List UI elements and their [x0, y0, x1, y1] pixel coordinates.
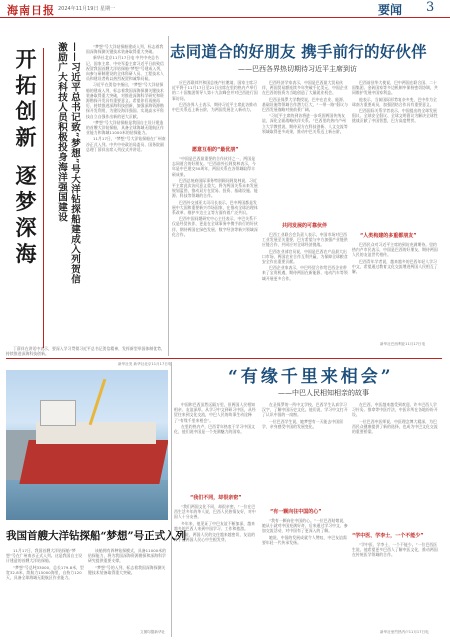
story1-text-col1: “中国是巴西最重要的合作伙伴之一，两国是志同道合的好朋友。”巴西前外长阿莫林表示，今年是中巴建交50周年，两国关系在各领域取得丰硕成果。 巴西总统府国际事务特别顾问阿莫林说，习近平主席此次访问意义重大，将为两国关系未来发展规划蓝图，推动双方在贸易、投资、基础设施、能源、科技等领域的合作。 巴西外交部亚太司司长表示，巴中两国都是发展中大国和重要新兴市场国家，在推动全球治理体系改革、维护多边主义等方面有着广泛共识。 巴西中国问题研究中心主任表示，中巴关系不仅是经贸伙伴，更是在全球事务中携手前行的好伙伴，期待两国在绿色发展、数字经济等新兴领域深化合作。: [172, 156, 258, 237]
column-divider: [168, 36, 169, 356]
story1-section-head-1: 愿意互相的“最优朋”: [192, 147, 239, 153]
column-divider-2: [171, 362, 172, 637]
lead-closing-text: 丁薛祥在讲话中表示，要深入学习贯彻习近平总书记贺信精神，发挥新型举国体制优势，持续推进深海科技创新。: [6, 346, 165, 357]
lead-credit: 新华社发 新华社北京11月17日电: [118, 362, 172, 366]
story1-text-col2: 巴西经济学家表示，中国是巴西最大贸易伙伴，两国贸易额连续多年突破千亿美元，中国企业在巴西的投资为当地创造了大量就业机会。 巴西圣保罗大学教授说，巴中在农业、能源、基础设施等领域合作潜力巨大，“一带一路”倡议与巴西发展战略对接前景广阔。 “习近平主席的到访将进一步巩固两国传统友谊，深化全面战略伙伴关系。”巴西里约热内卢州立大学教授说，期待双方在科技创新、人文交流等领域取得更多成果，推动中巴关系迈上新台阶。: [262, 80, 348, 134]
story1-text-col2-bottom: 巴西工业联合会负责人表示，中国市场对巴西工业发展至关重要，巴方希望与中方加强产业链供应链合作，共同应对全球经济挑战。 巴西农业部官员说，中国是巴西农产品最大出口市场，两国农业合作互利共赢，为保障全球粮食安全作出重要贡献。 巴西企业家表示，中巴经贸合作给巴西企业带来了宝贵机遇，期待两国在新能源、电动汽车等领域开展更多合作。: [262, 232, 348, 281]
masthead-bar: [0, 0, 450, 18]
lead-subtitle: [46, 42, 82, 342]
story2-text-col2: 该船拥有四种钻探模式，具备11000米的钻探能力，将为我国深海资源勘探和深海科学研究提供重要支撑。 “梦想”号的入列，标志着我国深海探测关键技术装备取得重大突破。: [88, 548, 167, 575]
story3-credit: 新华社里约热内卢11月17日电: [380, 630, 429, 634]
lead-subtitle-line-2: ——习近平总书记致“梦想”号大洋钻探船建成入列贺信: [69, 42, 80, 284]
story3-text-col3: 在巴西，中医越来越受到欢迎。许多巴西人学习针灸、推拿等中医疗法，中医诊所在各地纷纷开设。 一位巴西中医师说，中医理念博大精深，为巴西民众健康提供了新的选择，也成为中巴文化交流的重要桥梁。: [352, 402, 438, 435]
story1-text-col3-bottom: 巴西民众对习近平主席的到访充满期待。里约热内卢市民表示，中国是巴西的好朋友，期待两国人民的友谊世代相传。 巴西青年学者说，越来越多的巴西年轻人学习中文，希望通过教育文化交流增进两国人民相互了解。: [352, 242, 438, 275]
newspaper-logo: 海南日报: [7, 4, 55, 17]
lead-body-text: “梦想”号大洋钻探船建成入列，标志着我国深海探测关键技术装备取得重大突破。 新华社北京11月17日电 中共中央总书记、国家主席、中央军委主席习近平日前致信祝贺我国首艘大洋钻探船“梦想”号建成入列，向参与研制建设的全体科研人员、工程技术人员和建设者致以热烈祝贺和诚挚问候。 习近平在贺信中指出，“梦想”号大洋钻探船的建成入列，标志着我国深海探测关键技术装备取得重大突破，对推进深海科学研究和资源勘探开发具有重要意义。希望你们再接再厉，持续推进深海科技创新，加强深海资源勘探开发利用，为建设海洋强国、实现高水平科技自立自强作出新的更大贡献。 “梦想”号大洋钻探船是我国自主设计建造的首艘大洋钻探船，具备全球海域无限航区作业能力和海域11000米的钻探能力。 11月17日，“梦想”号大洋钻探船在广州南沙正式入列。中共中央政治局委员、国务院副总理丁薛祥出席入列仪式并讲话。: [86, 44, 166, 152]
story1-text-col3: 巴西前驻华大使说，巴中两国在联合国、二十国集团、金砖国家等多边机制中保持密切协调，共同维护发展中国家利益。 他表示，当前国际形势复杂多变，巴中作为全球南方重要成员，加强团结合作具有重要意义。 巴西国际关系学者表示，中国提出的全球发展倡议、全球安全倡议、全球文明倡议为解决全球性挑战贡献了中国智慧，巴方高度赞赏。: [352, 80, 438, 124]
story2-headline: 我国首艘大洋钻探船“梦想”号正式入列: [6, 530, 187, 542]
story3-text-col2: 在圣保罗的一所中文学校，巴西学生认真学习汉字，了解中国历史文化。他们说，学习中文打开了认识中国的一扇窗。 一位巴西学生说，她梦想有一天能去中国留学，亲身感受中国的发展变化。: [262, 402, 348, 429]
story3-text-col3-bottom: “学中医、学李士，一个不能少。”一位巴西医生说，他希望更多巴西人了解中医文化，推动两国在传统医学领域的合作。: [352, 542, 438, 558]
page-number: 3: [426, 0, 435, 15]
issue-date: 2024年11月19日 星期一: [58, 6, 116, 12]
story1-credit: 新华社巴西利亚11月17日电: [380, 342, 426, 346]
story3-text-col1: 中国和巴西虽然远隔万里，但两国人民相知相亲、友谊深厚。从学习中文到研习中医，从经贸往来到文化交流，中巴人民的故事生动诠释了“有缘千里来相会”。 在里约热内卢，巴西青年热衷于学习中国文化，他们说中国是一个充满魅力的国家。: [174, 402, 256, 435]
story1-headline: 志同道合的好朋友 携手前行的好伙伴: [170, 42, 427, 61]
horizontal-rule: [6, 358, 442, 359]
story2-text-col1: 11月17日，我国首艘大洋钻探船“梦想”号在广州南沙正式入列。这是我国自主设计建造的首艘大洋钻探船。 “梦想”号总吨33000，总长179.8米，型宽32.8米，续航力15000海里，自持力120天，具备全球海域无限航区作业能力。: [6, 548, 84, 581]
lead-big-title: 开拓创新 逐梦深海: [10, 48, 44, 348]
story2-credit: 文图均据新华社: [140, 630, 166, 634]
section-name: 要闻: [378, 3, 403, 17]
drilling-ship-photo: [6, 370, 168, 520]
story3-subheadline: ——中巴人民相知相亲的故事: [278, 389, 369, 397]
story3-text-col2-bottom: “我有一颗向往中国的心。”一位巴西姑娘说，她从小就对中国充满好奇，后来通过学习中文、参加交流活动，对中国有了更深入的了解。 她说，中国的发展成就令人赞叹，中巴友谊需要年轻一代传承发扬。: [262, 518, 348, 545]
story1-section-head-2: 共同发展的可靠伙伴: [282, 223, 328, 229]
story3-section-head-3: “学中医、学李士，一个不能少”: [352, 533, 424, 539]
story1-section-head-3: “人类构建的多重都朋友”: [360, 233, 417, 239]
story3-headline: “有缘千里来相会”: [228, 367, 394, 387]
story3-section-head-2: “有一颗向往中国的心”: [270, 509, 322, 515]
story3-section-head-1: “我们不同，却很亲密”: [190, 495, 242, 501]
story1-text-col1-top: 应巴西联邦共和国总统卢拉邀请，国家主席习近平将于11月17日至21日出席在里约热内卢举行的二十国集团领导人第十九次峰会并对巴西进行国事访问。 巴西各界人士表示，期待习近平主席此访推动中巴关系迈上新台阶，为两国发展注入新动力。: [172, 80, 258, 113]
lead-subtitle-line-1: 激励广大科技人员积极投身海洋强国建设: [56, 42, 67, 222]
story3-text-col1-bottom: “我们两国文化不同，却很亲密。”一位在巴西生活多年的华人说，巴西人民热情友好，对中国人十分友善。 多年来，他见证了中巴友谊不断加深，越来越多的巴西人来到中国学习、工作和旅游。 他说，两国人民的交往越来越密切，友谊的种子在两国人民心中生根发芽。: [174, 504, 256, 543]
story1-subheadline: ——巴西各界热切期待习近平主席到访: [238, 65, 357, 73]
